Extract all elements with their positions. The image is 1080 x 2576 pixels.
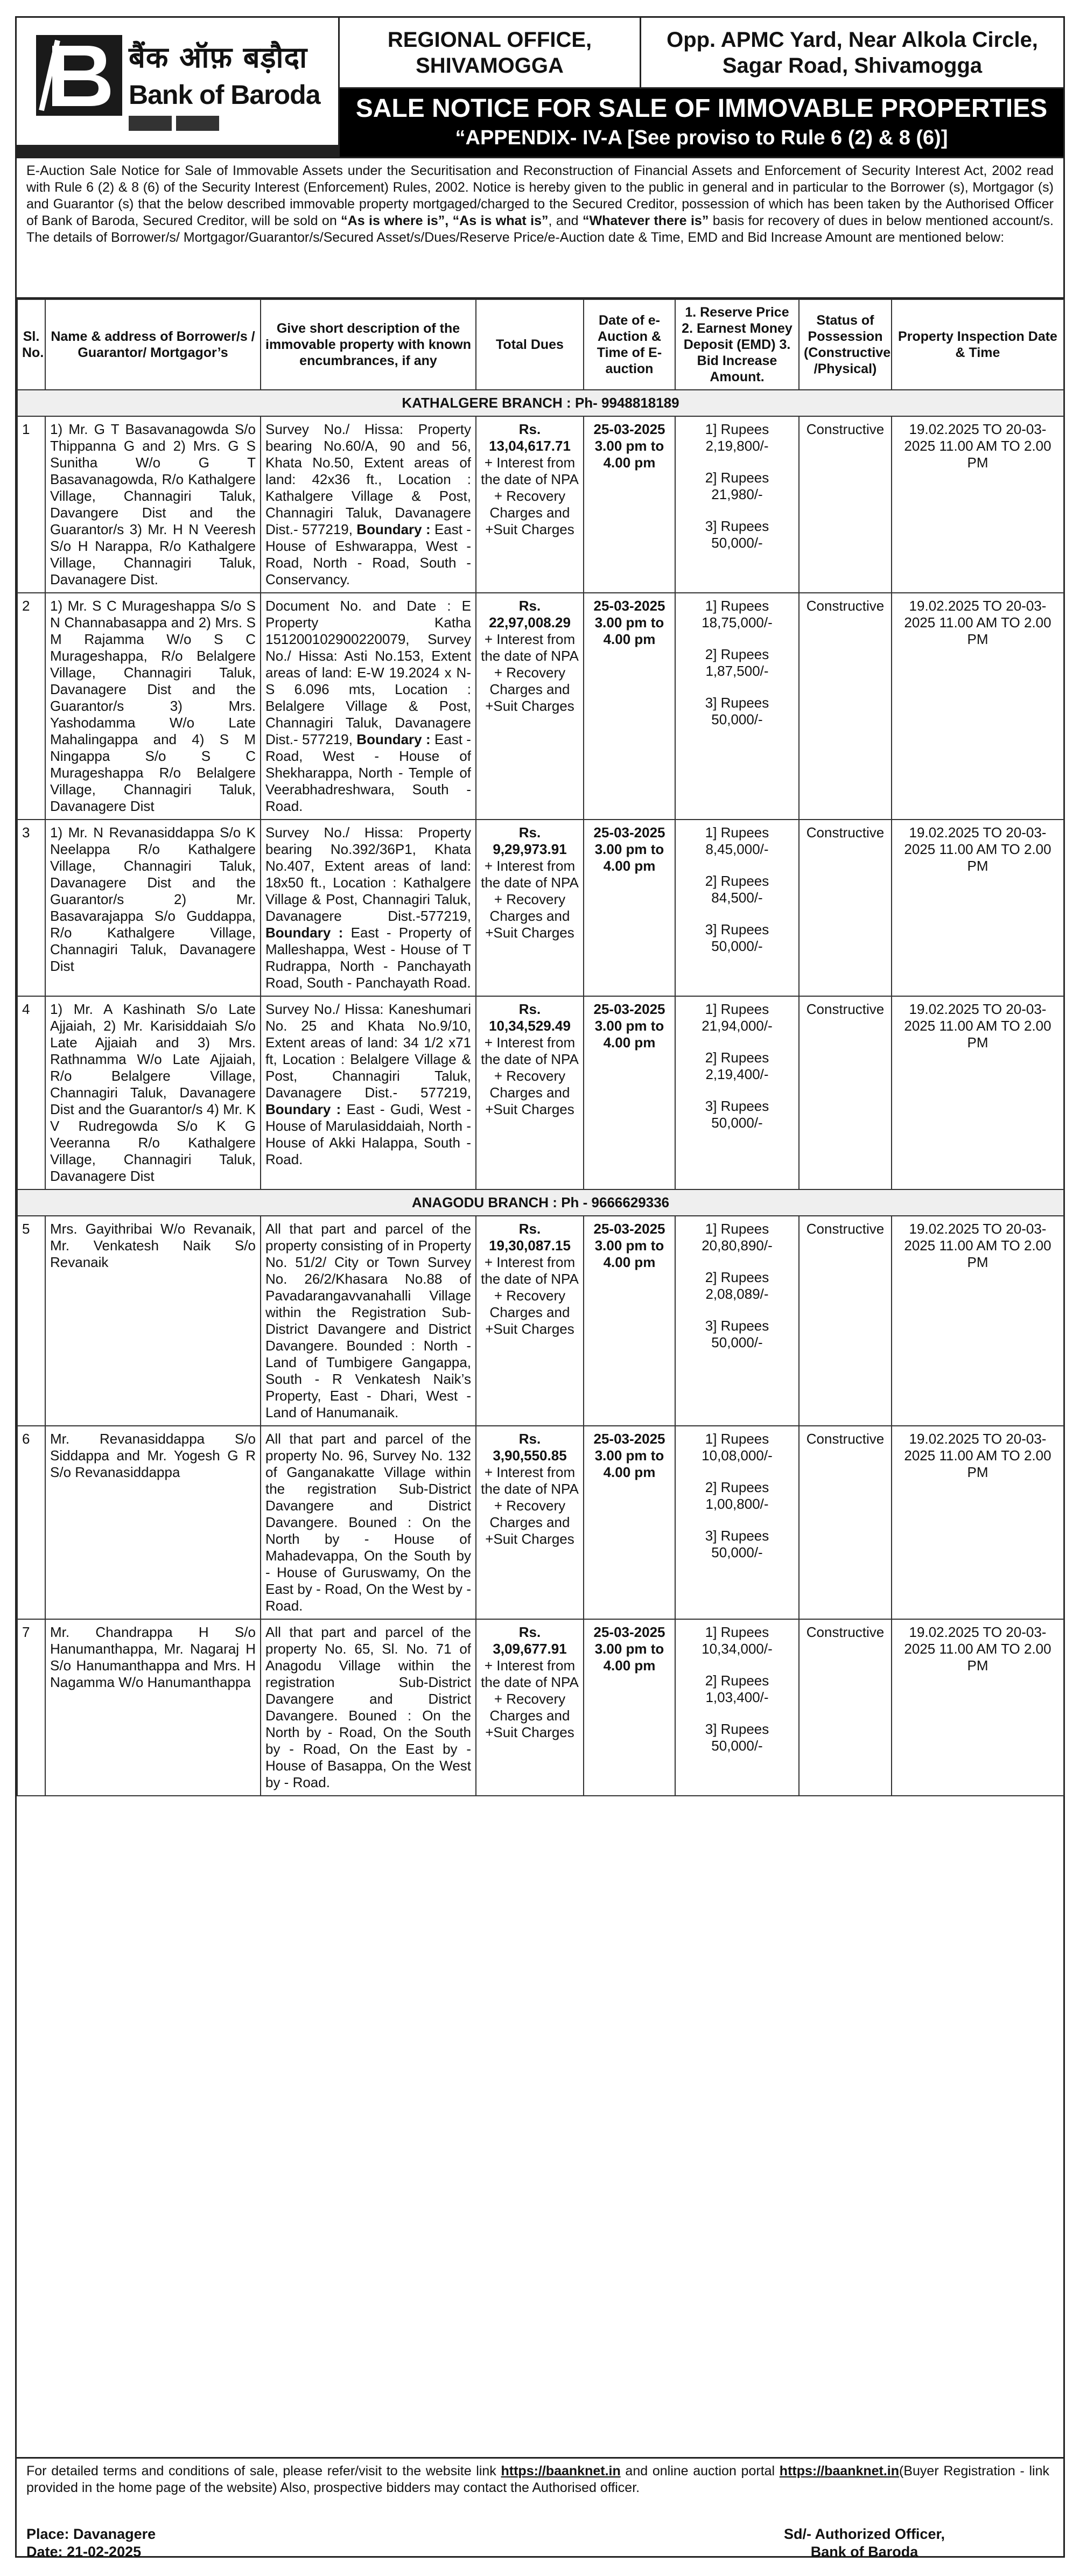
boundary-label: Boundary : (356, 731, 431, 747)
dues-cell (476, 1426, 584, 1619)
inspection-cell (892, 1426, 1064, 1619)
dues-amount: 10,34,529.49 (489, 1018, 571, 1034)
dues-amount: 22,97,008.29 (489, 614, 571, 631)
possession-status: Constructive (806, 1624, 885, 1640)
reserve-price: 1] Rupees 8,45,000/- (705, 824, 769, 857)
inspection-cell (892, 416, 1064, 593)
website-link[interactable]: https://baanknet.in (501, 2463, 621, 2479)
signature-block (784, 2525, 945, 2561)
possession-status: Constructive (806, 1431, 885, 1447)
bank-logo (17, 18, 340, 157)
col-dues: Total Dues (476, 299, 584, 390)
table-header-row (17, 299, 1064, 390)
dues-extra: + Interest from the date of NPA + Recovery Charges and +Suit Charges (481, 1034, 579, 1117)
reserve-price: 1] Rupees 10,08,000/- (702, 1431, 773, 1464)
footer-note: For detailed terms and conditions of sale, please refer/visit to the website link https://baanknet.in and online auction portal https://baanknet.in(Buyer Registration - link provided in the home page of the website) Also, prospective bidders may contact the Authorised officer. (26, 2463, 1049, 2495)
emd-amount: 2] Rupees 2,08,089/- (705, 1269, 769, 1302)
auction-time: 3.00 pm to 4.00 pm (594, 1447, 664, 1480)
property-description: Document No. and Date : E Property Katha 151200102900220079, Survey No./ Hissa: Asti No.153, Extent areas of land: E-W 19.2024 x N-S 6.096 mts, Location : Belalgere Village & Post, Channagiri Taluk, Davanagere Dist.- 577219, (265, 598, 471, 747)
bid-increase: 3] Rupees 50,000/- (705, 518, 769, 551)
sl-cell (17, 1216, 45, 1426)
dues-rs-label: Rs. (518, 1624, 541, 1640)
branch-heading: ANAGODU BRANCH : Ph - 9666629336 (17, 1189, 1064, 1216)
dues-extra: + Interest from the date of NPA + Recovery Charges and +Suit Charges (481, 631, 579, 714)
table-row (17, 996, 1064, 1189)
borrower-names: 1) Mr. N Revanasiddappa S/o K Neelappa R/o Kathalgere Village, Channagiri Taluk, Davanagere Dist and the Guarantor/s 2) Mr. Basavarajappa S/o Guddappa, R/o Kathalgere Village, Channagiri Taluk, Davanagere Dist (50, 824, 256, 974)
sl-number: 2 (22, 598, 30, 614)
dues-extra: + Interest from the date of NPA + Recovery Charges and +Suit Charges (481, 454, 579, 537)
auction-date-cell (584, 593, 675, 820)
inspection-window: 19.02.2025 TO 20-03-2025 11.00 AM TO 2.00 PM (904, 421, 1051, 471)
sl-cell (17, 593, 45, 820)
place-date (26, 2525, 156, 2561)
possession-status: Constructive (806, 824, 885, 841)
boundary-details: East - House of Eshwarappa, West - Road, North - Road, South - Conservancy. (265, 521, 471, 587)
reserve-price: 1] Rupees 10,34,000/- (702, 1624, 773, 1657)
dues-cell (476, 1216, 584, 1426)
price-cell (675, 820, 799, 996)
dues-cell (476, 416, 584, 593)
description-cell (261, 1426, 476, 1619)
col-inspection: Property Inspection Date & Time (892, 299, 1064, 390)
dues-extra: + Interest from the date of NPA + Recovery Charges and +Suit Charges (481, 858, 579, 941)
emd-amount: 2] Rupees 84,500/- (705, 873, 769, 906)
auction-date: 25-03-2025 (593, 1431, 665, 1447)
logo-hindi-text: बैंक ऑफ़ बड़ौदा (129, 40, 308, 74)
boundary-label: Boundary : (265, 1101, 341, 1117)
bid-increase: 3] Rupees 50,000/- (705, 1528, 769, 1560)
table-row (17, 1619, 1064, 1796)
inspection-window: 19.02.2025 TO 20-03-2025 11.00 AM TO 2.00 PM (904, 1001, 1051, 1051)
sl-cell (17, 1426, 45, 1619)
table-row (17, 820, 1064, 996)
dues-rs-label: Rs. (518, 1431, 541, 1447)
auction-date: 25-03-2025 (593, 598, 665, 614)
possession-status: Constructive (806, 598, 885, 614)
price-cell (675, 593, 799, 820)
status-cell (799, 1216, 892, 1426)
boundary-label: Boundary : (356, 521, 431, 537)
auction-date: 25-03-2025 (593, 421, 665, 437)
auction-date: 25-03-2025 (593, 1001, 665, 1017)
sl-number: 3 (22, 824, 30, 841)
auction-time: 3.00 pm to 4.00 pm (594, 438, 664, 471)
dues-extra: + Interest from the date of NPA + Recovery Charges and +Suit Charges (481, 1254, 579, 1337)
reserve-price: 1] Rupees 2,19,800/- (705, 421, 769, 454)
auction-time: 3.00 pm to 4.00 pm (594, 1641, 664, 1674)
signatory: Sd/- Authorized Officer, (783, 2526, 945, 2542)
boundary-label: Boundary : (265, 925, 343, 941)
auction-date-cell (584, 1619, 675, 1796)
table-row (17, 416, 1064, 593)
logo-english-text: Bank of Baroda (129, 80, 320, 110)
table-row (17, 593, 1064, 820)
inspection-window: 19.02.2025 TO 20-03-2025 11.00 AM TO 2.00 PM (904, 824, 1051, 874)
possession-status: Constructive (806, 1001, 885, 1017)
dues-extra: + Interest from the date of NPA + Recovery Charges and +Suit Charges (481, 1657, 579, 1740)
boundary-details: East - Road, West - House of Shekharappa, North - Temple of Veerabhadreshwara, South - Road. (265, 731, 471, 814)
property-description: Survey No./ Hissa: Property bearing No.392/36P1, Khata No.407, Extent areas of land: 18x50 ft., Location : Kathalgere Village & Post, Channagiri Taluk, Davanagere Dist.-577219, (265, 824, 471, 924)
borrower-cell (45, 593, 261, 820)
property-description: Survey No./ Hissa: Property bearing No.60/A, 90 and 56, Khata No.50, Extent areas of land: 42x36 ft., Location : Kathalgere Village & Post, Channagiri Taluk, Davanagere Dist.- 577219, (265, 421, 471, 537)
price-cell (675, 1216, 799, 1426)
notice-title: SALE NOTICE FOR SALE OF IMMOVABLE PROPERTIES (355, 94, 1048, 123)
property-description: Survey No./ Hissa: Kaneshumari No. 25 and Khata No.9/10, Extent areas of land: 34 1/2 x71 ft, Location : Belalgere Village & Post, Channagiri Taluk, Davanagere Dist.- 577219, (265, 1001, 471, 1101)
dues-rs-label: Rs. (518, 421, 541, 437)
auction-time: 3.00 pm to 4.00 pm (594, 1237, 664, 1270)
dues-extra: + Interest from the date of NPA + Recovery Charges and +Suit Charges (481, 1464, 579, 1547)
property-description: All that part and parcel of the property No. 96, Survey No. 132 of Ganganakatte Village within the registration Sub-District Davangere and District Davangere. Bouned : On the North by - House of Mahadevappa, On the South by - House of Guruswamy, On the East by - Road, On the West by - Road. (265, 1431, 471, 1614)
dues-cell (476, 593, 584, 820)
notice-header (17, 18, 1063, 157)
bid-increase: 3] Rupees 50,000/- (705, 1098, 769, 1131)
borrower-names: Mr. Revanasiddappa S/o Siddappa and Mr. Yogesh G R S/o Revanasiddappa (50, 1431, 256, 1480)
dues-amount: 9,29,973.91 (493, 841, 567, 857)
inspection-cell (892, 593, 1064, 820)
reserve-price: 1] Rupees 21,94,000/- (702, 1001, 773, 1034)
boundary-details: East - Gudi, West - House of Marulasiddaiah, North - House of Akki Halappa, South - Road. (265, 1101, 471, 1167)
boundary-details: East - Property of Malleshappa, West - House of T Rudrappa, North - Panchayath Road, South - Panchayath Road. (265, 925, 471, 991)
borrower-cell (45, 820, 261, 996)
badge-icon (129, 116, 172, 131)
notice-footer (17, 2457, 1063, 2559)
borrower-cell (45, 1216, 261, 1426)
status-cell (799, 593, 892, 820)
notice-title-band (340, 89, 1063, 157)
borrower-names: 1) Mr. A Kashinath S/o Late Ajjaiah, 2) Mr. Karisiddaiah S/o Late Ajjaiah and 3) Mrs. Rathnamma W/o Late Ajjaiah, R/o Belalgere Village, Channagiri Taluk, Davanagere Dist and the Guarantor/s 4) Mr. K V Rudregowda S/o K G Veeranna R/o Kathalgere Village, Channagiri Taluk, Davanagere Dist (50, 1001, 256, 1184)
col-name: Name & address of Borrower/s / Guarantor/ Mortgagor’s (45, 299, 261, 390)
status-cell (799, 1426, 892, 1619)
sl-number: 5 (22, 1221, 30, 1237)
sl-cell (17, 996, 45, 1189)
emd-amount: 2] Rupees 1,03,400/- (705, 1672, 769, 1705)
branch-heading: KATHALGERE BRANCH : Ph- 9948818189 (17, 390, 1064, 416)
sl-number: 1 (22, 421, 30, 437)
office-address: Opp. APMC Yard, Near Alkola Circle, Sagar Road, Shivamogga (641, 18, 1063, 89)
price-cell (675, 416, 799, 593)
col-price: 1. Reserve Price 2. Earnest Money Deposit (EMD) 3. Bid Increase Amount. (675, 299, 799, 390)
property-description: All that part and parcel of the property consisting of in Property No. 51/2/ City or Town Survey No. 26/2/Khasara No.88 of Pavadarangavvanahalli Village within the Registration Sub-District Davangere and District Davangere. Bounded : North - Land of Tumbigere Gangappa, South - R Venkatesh Naik’s Property, East - Dhari, West - Land of Hanumanaik. (265, 1221, 471, 1420)
dues-rs-label: Rs. (518, 824, 541, 841)
auction-time: 3.00 pm to 4.00 pm (594, 841, 664, 874)
status-cell (799, 996, 892, 1189)
inspection-cell (892, 1619, 1064, 1796)
borrower-names: Mrs. Gayithribai W/o Revanaik, Mr. Venkatesh Naik S/o Revanaik (50, 1221, 256, 1270)
sl-number: 6 (22, 1431, 30, 1447)
description-cell (261, 1619, 476, 1796)
bid-increase: 3] Rupees 50,000/- (705, 921, 769, 954)
inspection-window: 19.02.2025 TO 20-03-2025 11.00 AM TO 2.00 PM (904, 598, 1051, 647)
inspection-cell (892, 1216, 1064, 1426)
table-row (17, 1216, 1064, 1426)
reserve-price: 1] Rupees 18,75,000/- (702, 598, 773, 631)
bank-of-baroda-logo-icon (36, 35, 122, 116)
dues-cell (476, 996, 584, 1189)
borrower-cell (45, 1619, 261, 1796)
borrower-cell (45, 1426, 261, 1619)
sl-cell (17, 1619, 45, 1796)
col-description: Give short description of the immovable property with known encumbrances, if any (261, 299, 476, 390)
branch-heading-row (17, 1189, 1064, 1216)
branch-heading-row (17, 390, 1064, 416)
reserve-price: 1] Rupees 20,80,890/- (702, 1221, 773, 1254)
dues-rs-label: Rs. (518, 598, 541, 614)
signatory-bank: Bank of Baroda (810, 2544, 918, 2560)
dues-rs-label: Rs. (518, 1221, 541, 1237)
dues-rs-label: Rs. (518, 1001, 541, 1017)
auction-time: 3.00 pm to 4.00 pm (594, 614, 664, 647)
dues-amount: 13,04,617.71 (489, 438, 571, 454)
borrower-names: 1) Mr. G T Basavanagowda S/o Thippanna G and 2) Mrs. G S Sunitha W/o G T Basavanagowda, R/o Kathalgere Village, Channagiri Taluk, Davangere Dist and the Guarantor/s 3) Mr. H N Veeresh S/o H Narappa, R/o Kathalgere Village, Channagiri Taluk, Davanagere Dist. (50, 421, 256, 587)
logo-underline-bar (17, 145, 338, 157)
auction-date-cell (584, 996, 675, 1189)
table-row (17, 1426, 1064, 1619)
place: Place: Davanagere (26, 2526, 156, 2542)
inspection-window: 19.02.2025 TO 20-03-2025 11.00 AM TO 2.00 PM (904, 1221, 1051, 1270)
dues-amount: 3,90,550.85 (493, 1447, 567, 1464)
auction-table (17, 299, 1064, 1796)
dues-amount: 19,30,087.15 (489, 1237, 571, 1254)
auction-date-cell (584, 416, 675, 593)
price-cell (675, 1619, 799, 1796)
inspection-cell (892, 996, 1064, 1189)
inspection-window: 19.02.2025 TO 20-03-2025 11.00 AM TO 2.00 PM (904, 1624, 1051, 1674)
inspection-cell (892, 820, 1064, 996)
description-cell (261, 1216, 476, 1426)
auction-date: 25-03-2025 (593, 824, 665, 841)
borrower-names: 1) Mr. S C Murageshappa S/o S N Channabasappa and 2) Mrs. S M Rajamma W/o S C Murageshappa, R/o Belalgere Village, Channagiri Taluk, Davanagere Dist and the Guarantor/s 3) Mrs. Yashodamma W/o Late Mahalingappa and 4) S M Ningappa S/o S C Murageshappa R/o Belalgere Village, Channagiri Taluk, Davanagere Dist (50, 598, 256, 814)
notice-page (15, 16, 1065, 2558)
col-sl: Sl. No. (17, 299, 45, 390)
emd-amount: 2] Rupees 2,19,400/- (705, 1049, 769, 1082)
description-cell (261, 593, 476, 820)
auction-date-cell (584, 820, 675, 996)
regional-office-title: REGIONAL OFFICE, SHIVAMOGGA (340, 18, 641, 89)
dues-amount: 3,09,677.91 (493, 1641, 567, 1657)
auction-date: 25-03-2025 (593, 1624, 665, 1640)
bid-increase: 3] Rupees 50,000/- (705, 1318, 769, 1350)
date: Date: 21-02-2025 (26, 2544, 142, 2560)
description-cell (261, 820, 476, 996)
emd-amount: 2] Rupees 21,980/- (705, 470, 769, 502)
borrower-cell (45, 996, 261, 1189)
intro-paragraph: E-Auction Sale Notice for Sale of Immovable Assets under the Securitisation and Reconstruction of Financial Assets and Enforcement of Security Interest Act, 2002 read with Rule 6 (2) & 8 (6) of the Security Interest (Enforcement) Rules, 2002. Notice is hereby given to the public in general and in particular to the Borrower (s), Mortgagor (s) and Guarantor (s) that the below described immovable property mortgaged/charged to the Secured Creditor, possession of which has been taken by the Authorised Officer of Bank of Baroda, Secured Creditor, will be sold on “As is where is”, “As is what is”, and “Whatever there is” basis for recovery of dues in below mentioned account/s. The details of Borrower/s/ Mortgagor/Guarantor/s/Secured Asset/s/Dues/Reserve Price/e-Auction date & Time, EMD and Bid Increase Amount are mentioned below: (17, 157, 1063, 299)
emd-amount: 2] Rupees 1,00,800/- (705, 1479, 769, 1512)
borrower-names: Mr. Chandrappa H S/o Hanumanthappa, Mr. Nagaraj H S/o Hanumanthappa and Mrs. H Nagamma W/o Hanumanthappa (50, 1624, 256, 1690)
property-description: All that part and parcel of the property No. 65, Sl. No. 71 of Anagodu Village within the registration Sub-District Davangere and District Davangere. Bouned : On the North by - Road, On the South by - Road, On the East by - House of Basappa, On the West by - Road. (265, 1624, 471, 1790)
col-status: Status of Possession (Constructive /Physical) (799, 299, 892, 390)
sl-cell (17, 820, 45, 996)
col-auction-date: Date of e-Auction & Time of E-auction (584, 299, 675, 390)
dues-cell (476, 820, 584, 996)
sl-number: 7 (22, 1624, 30, 1640)
description-cell (261, 416, 476, 593)
dues-cell (476, 1619, 584, 1796)
notice-subtitle: “APPENDIX- IV-A [See proviso to Rule 6 (2) & 8 (6)] (455, 127, 948, 149)
price-cell (675, 1426, 799, 1619)
auction-date-cell (584, 1426, 675, 1619)
auction-time: 3.00 pm to 4.00 pm (594, 1018, 664, 1051)
status-cell (799, 416, 892, 593)
status-cell (799, 1619, 892, 1796)
price-cell (675, 996, 799, 1189)
bid-increase: 3] Rupees 50,000/- (705, 695, 769, 727)
emd-amount: 2] Rupees 1,87,500/- (705, 646, 769, 679)
possession-status: Constructive (806, 421, 885, 437)
sl-number: 4 (22, 1001, 30, 1017)
auction-date: 25-03-2025 (593, 1221, 665, 1237)
auction-date-cell (584, 1216, 675, 1426)
inspection-window: 19.02.2025 TO 20-03-2025 11.00 AM TO 2.00 PM (904, 1431, 1051, 1480)
badge-icon (176, 116, 219, 131)
possession-status: Constructive (806, 1221, 885, 1237)
auction-portal-link[interactable]: https://baanknet.in (779, 2463, 900, 2479)
bid-increase: 3] Rupees 50,000/- (705, 1721, 769, 1754)
borrower-cell (45, 416, 261, 593)
description-cell (261, 996, 476, 1189)
sl-cell (17, 416, 45, 593)
logo-badges (129, 116, 223, 132)
status-cell (799, 820, 892, 996)
